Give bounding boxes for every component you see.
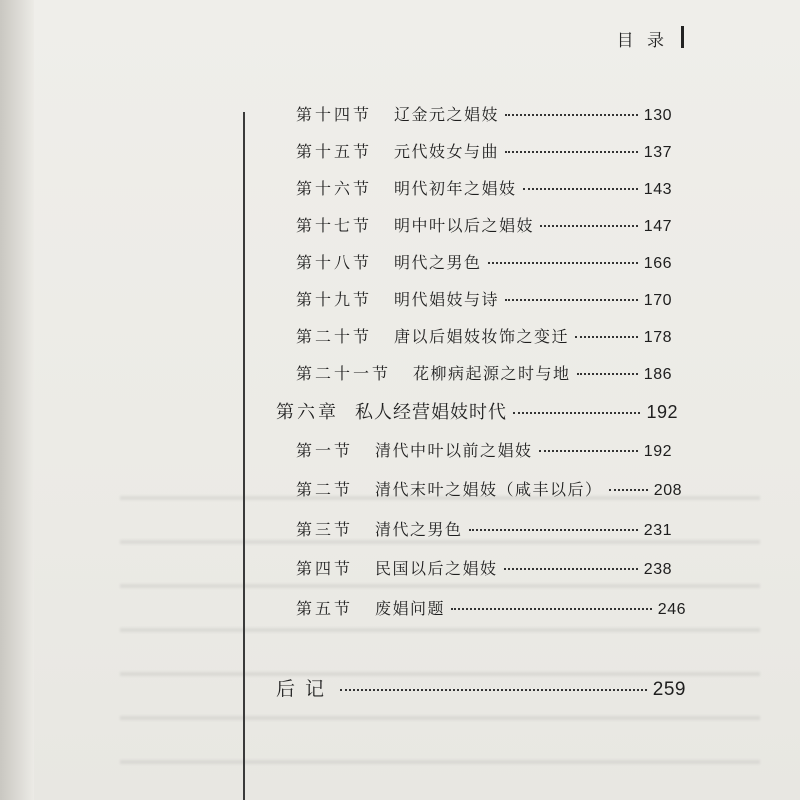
entry-page: 192 [646,402,678,422]
dot-leader [577,373,638,375]
dot-leader [505,299,638,301]
entry-number: 第十七节 [296,216,373,235]
toc-entry [296,287,672,310]
dot-leader [540,225,638,227]
dot-leader [340,689,647,691]
entry-number: 第十六节 [296,179,373,198]
dot-leader [488,262,638,264]
toc-entry [296,176,672,199]
entry-number: 第四节 [296,559,354,578]
entry-page: 130 [643,107,672,124]
toc-entry [296,361,672,384]
entry-title: 清代之男色 [375,520,463,539]
entry-title: 明代初年之娼妓 [394,179,517,198]
entry-number: 第十九节 [296,290,373,309]
entry-title: 花柳病起源之时与地 [413,364,571,383]
entry-number: 第三节 [296,520,354,539]
dot-leader [469,529,638,531]
toc-entry [296,477,682,500]
toc-entry [296,250,672,273]
entry-title: 唐以后娼妓妆饰之变迁 [394,327,570,346]
dot-leader [539,450,638,452]
toc-afterword-entry [276,674,686,701]
toc-entry [296,213,672,236]
toc-entry [296,596,686,619]
entry-title: 元代妓女与曲 [394,142,500,161]
entry-page: 238 [643,561,672,578]
entry-title: 废娼问题 [375,599,446,618]
entry-number: 第二节 [296,480,354,499]
entry-title: 明中叶以后之娼妓 [394,216,535,235]
entry-title: 民国以后之娼妓 [375,559,498,578]
entry-page: 192 [643,443,672,460]
entry-number: 第二十一节 [296,364,392,383]
chapter-number: 第六章 [276,402,339,423]
dot-leader [609,489,648,491]
afterword-label: 后记 [276,678,335,700]
entry-page: 166 [643,255,672,272]
toc-entry [296,102,672,125]
entry-title: 清代中叶以前之娼妓 [375,441,533,460]
entry-page: 259 [652,679,686,700]
entry-page: 246 [657,601,686,618]
entry-page: 231 [643,522,672,539]
toc-entry [296,438,672,461]
dot-leader [513,412,640,414]
entry-number: 第五节 [296,599,354,618]
entry-number: 第十四节 [296,105,373,124]
running-head-label: 目 录 [616,31,668,51]
entry-number: 第十八节 [296,253,373,272]
entry-number: 第二十节 [296,327,373,346]
dot-leader [575,336,638,338]
entry-page: 143 [643,181,672,198]
toc-entry [296,139,672,162]
dot-leader [451,608,652,610]
dot-leader [523,188,638,190]
dot-leader [505,151,638,153]
toc-entry [296,517,672,540]
entry-page: 208 [653,482,682,499]
entry-title: 辽金元之娼妓 [394,105,500,124]
toc-entry [296,324,672,347]
toc-chapter-entry [276,398,678,424]
chapter-title: 私人经营娼妓时代 [355,402,507,423]
dot-leader [504,568,638,570]
entry-number: 第一节 [296,441,354,460]
entry-page: 170 [643,292,672,309]
entry-number: 第十五节 [296,142,373,161]
dot-leader [505,114,638,116]
entry-page: 178 [643,329,672,346]
toc-entry [296,556,672,579]
entry-title: 清代末叶之娼妓（咸丰以后） [375,480,603,499]
entry-title: 明代娼妓与诗 [394,290,500,309]
entry-page: 137 [643,144,672,161]
entry-page: 186 [643,366,672,383]
entry-page: 147 [643,218,672,235]
entry-title: 明代之男色 [394,253,482,272]
